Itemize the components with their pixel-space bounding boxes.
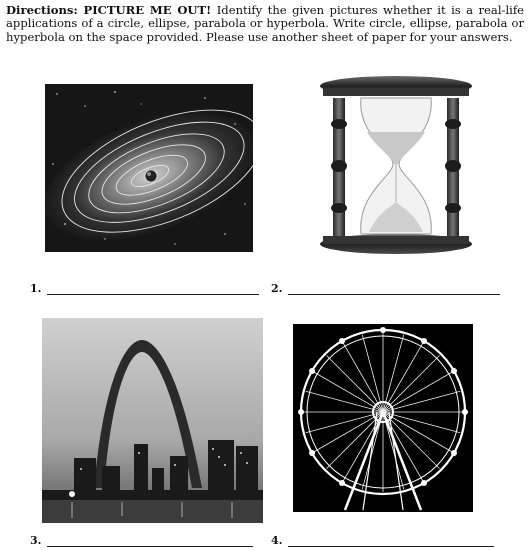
item-number-2: 2. xyxy=(271,282,283,295)
orbits-picture xyxy=(45,84,253,252)
answer-blank-2[interactable] xyxy=(288,284,500,295)
answer-blank-1[interactable] xyxy=(47,284,259,295)
orbits-image xyxy=(45,84,253,252)
item-number-1: 1. xyxy=(30,282,42,295)
answer-line-1[interactable] xyxy=(30,282,259,295)
answer-line-4[interactable] xyxy=(271,534,494,547)
answer-blank-3[interactable] xyxy=(47,536,253,547)
ferris-wheel-picture xyxy=(293,324,473,512)
gateway-arch-image xyxy=(42,318,263,523)
directions-paragraph xyxy=(6,4,524,44)
item-number-4: 4. xyxy=(271,534,283,547)
hourglass-picture xyxy=(317,74,475,260)
ferris-wheel-image xyxy=(293,324,473,512)
hourglass-image xyxy=(317,74,475,260)
gateway-arch-picture xyxy=(42,318,263,523)
answer-line-2[interactable] xyxy=(271,282,500,295)
answer-blank-4[interactable] xyxy=(288,536,494,547)
directions-heading: Directions: PICTURE ME OUT! xyxy=(6,3,212,17)
answer-line-3[interactable] xyxy=(30,534,253,547)
item-number-3: 3. xyxy=(30,534,42,547)
directions-text: Identify the given pictures whether it is a real-life applications of a circle, ellipse, parabola or hyperbola. Write circle, ellipse, parabola or hyperbola on the space provided. Please use another sheet of paper for your answers. xyxy=(6,3,525,44)
